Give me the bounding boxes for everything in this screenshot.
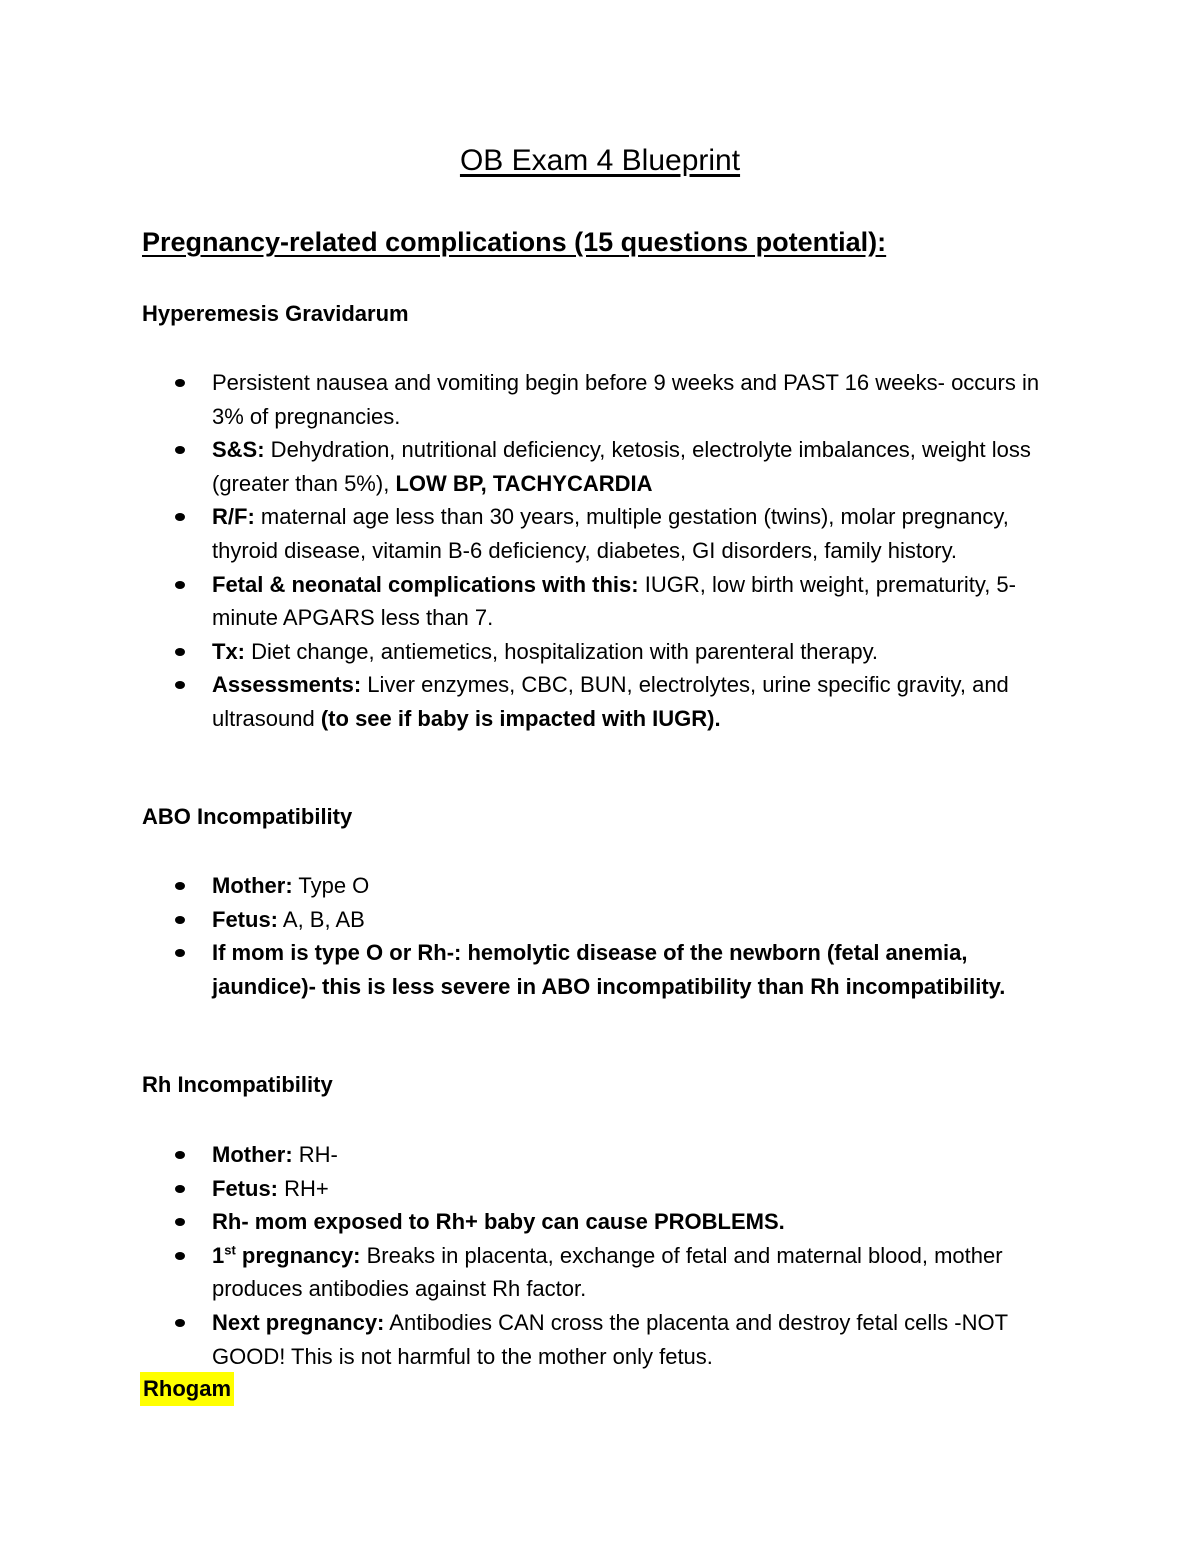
list-item-text: If mom is type O or Rh-: hemolytic disease of the newborn (fetal anemia, jaundice)- this is less severe in ABO incompatibility than Rh incompatibility.	[212, 940, 1006, 999]
list-item	[142, 568, 1062, 635]
list-item	[142, 869, 1062, 903]
bullet-icon	[175, 446, 185, 454]
list-item-text: Diet change, antiemetics, hospitalization with parenteral therapy.	[245, 638, 879, 664]
list-item-label: 1	[212, 1242, 225, 1268]
list-item	[142, 1205, 1062, 1239]
list-item-label: Next pregnancy:	[212, 1309, 385, 1335]
section-heading-abo: ABO Incompatibility	[142, 804, 353, 829]
bullet-icon	[175, 1319, 185, 1327]
list-item	[142, 433, 1062, 500]
bullet-icon	[175, 1252, 185, 1260]
list-item-text: Type O	[292, 873, 370, 898]
list-item-text: RH-	[292, 1142, 338, 1167]
list-item-label: Mother:	[212, 873, 293, 898]
list-item	[142, 366, 1062, 433]
list-item	[142, 1172, 1062, 1206]
list-item-label: R/F:	[212, 504, 255, 530]
page-title: OB Exam 4 Blueprint	[459, 144, 741, 177]
list-item-label: Fetal & neonatal complications with this:	[212, 571, 639, 597]
list-item-emphasis: (to see if baby is impacted with IUGR).	[320, 705, 721, 731]
bullet-icon	[175, 581, 185, 589]
page-subtitle: Pregnancy-related complications (15 questions potential):	[142, 227, 887, 257]
list-item	[142, 668, 1062, 735]
bullet-icon	[175, 1218, 185, 1226]
list-item-text: A, B, AB	[278, 906, 365, 932]
bullet-icon	[175, 1185, 185, 1193]
abo-list	[142, 869, 1062, 1003]
list-item-text: Breaks in placenta, exchange of fetal and maternal blood, mother produces antibodies against Rh factor.	[212, 1242, 1003, 1302]
list-item	[142, 1306, 1062, 1373]
section-heading-rh: Rh Incompatibility	[142, 1072, 333, 1097]
list-item-label: S&S:	[212, 437, 265, 463]
bullet-icon	[175, 882, 185, 890]
list-item	[142, 635, 1062, 669]
bullet-icon	[175, 916, 185, 924]
list-item-label: Tx:	[212, 638, 245, 664]
bullet-icon	[175, 681, 185, 689]
section-heading-hyperemesis: Hyperemesis Gravidarum	[142, 301, 409, 326]
list-item	[142, 500, 1062, 567]
bullet-icon	[175, 648, 185, 656]
ordinal-suffix: st	[224, 1242, 236, 1258]
list-item-label: Fetus:	[212, 906, 278, 932]
bullet-icon	[175, 1151, 185, 1159]
list-item-text: IUGR, low birth weight, prematurity, 5-minute APGARS less than 7.	[212, 571, 1016, 631]
rh-list	[142, 1138, 1062, 1373]
list-item	[142, 1239, 1062, 1306]
list-item-emphasis: LOW BP, TACHYCARDIA	[395, 470, 653, 496]
hyperemesis-list	[142, 366, 1062, 736]
list-item-text: Dehydration, nutritional deficiency, ketosis, electrolyte imbalances, weight loss (greater than 5%),	[212, 437, 1031, 496]
list-item	[142, 1138, 1062, 1172]
rhogam-highlight: Rhogam	[140, 1372, 234, 1406]
list-item-text: Rh- mom exposed to Rh+ baby can cause PROBLEMS.	[212, 1209, 785, 1235]
list-item	[142, 903, 1062, 937]
list-item-label: Mother:	[212, 1142, 293, 1167]
bullet-icon	[175, 379, 185, 387]
bullet-icon	[175, 513, 185, 521]
list-item-text: Persistent nausea and vomiting begin before 9 weeks and PAST 16 weeks- occurs in 3% of pregnancies.	[212, 370, 1040, 429]
list-item-label: pregnancy:	[235, 1242, 361, 1268]
list-item-label: Fetus:	[212, 1175, 278, 1201]
list-item-text: Antibodies CAN cross the placenta and destroy fetal cells -NOT GOOD! This is not harmful to the mother only fetus.	[212, 1309, 1008, 1369]
list-item-text: Liver enzymes, CBC, BUN, electrolytes, urine specific gravity, and ultrasound	[212, 672, 1009, 731]
list-item-text: maternal age less than 30 years, multiple gestation (twins), molar pregnancy, thyroid disease, vitamin B-6 deficiency, diabetes, GI disorders, family history.	[212, 504, 1009, 563]
list-item-label: Assessments:	[212, 672, 362, 698]
list-item	[142, 936, 1062, 1003]
list-item-text: RH+	[278, 1175, 329, 1201]
bullet-icon	[175, 949, 185, 957]
